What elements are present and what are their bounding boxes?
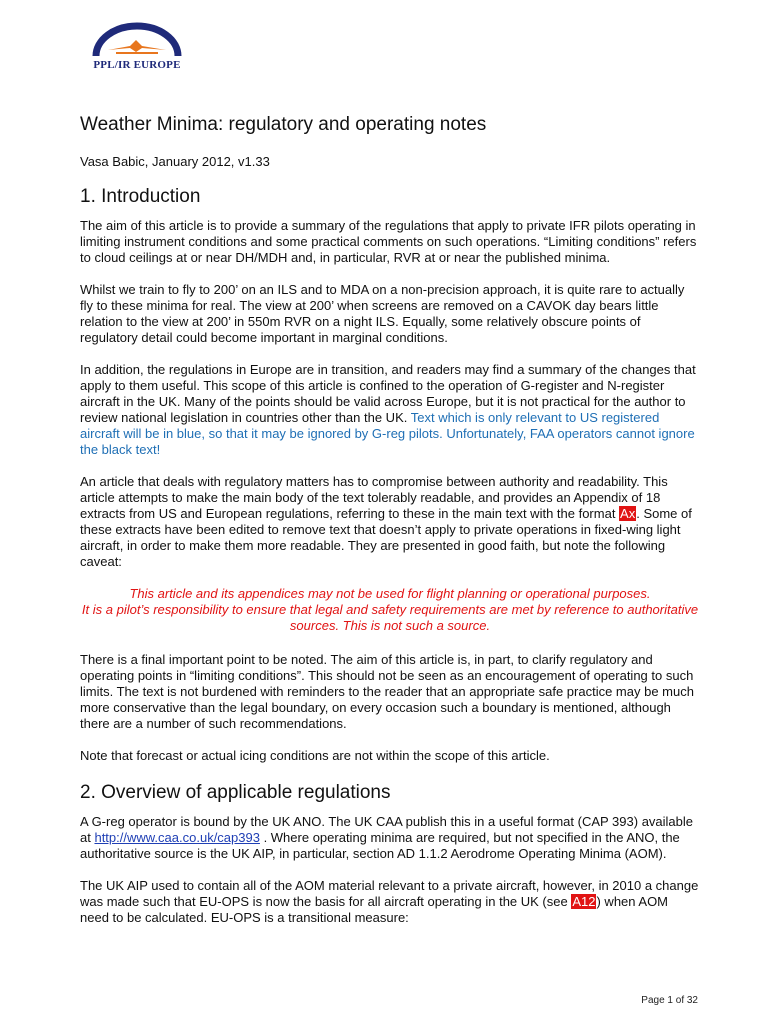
overview-paragraph-2 xyxy=(80,878,700,926)
caveat-notice xyxy=(80,586,700,634)
ppl-ir-europe-logo xyxy=(78,20,196,76)
section-1-heading: 1. Introduction xyxy=(80,186,201,207)
intro-paragraph-6: Note that forecast or actual icing conditions are not within the scope of this article. xyxy=(80,748,550,763)
overview-paragraph-1 xyxy=(80,814,700,862)
document-title: Weather Minima: regulatory and operating notes xyxy=(80,114,487,135)
intro-paragraph-4-text-a: An article that deals with regulatory matters has to compromise between authority and readability. This article attempts to make the main body of the text tolerably readable, and provides an Appendix of 18 extracts from US and European regulations, referring to these in the main text with the format xyxy=(80,474,668,521)
us-only-note: Text which is only relevant to US registered aircraft will be in blue, so that it may be ignored by G-reg pilots. Unfortunately, FAA operators cannot ignore the black text! xyxy=(80,410,695,457)
logo-emblem-icon xyxy=(78,20,196,60)
caveat-line-1: This article and its appendices may not be used for flight planning or operational purposes. xyxy=(129,586,651,601)
page-number: Page 1 of 32 xyxy=(641,995,698,1006)
overview-paragraph-2-text-a: The UK AIP used to contain all of the AOM material relevant to a private aircraft, however, in 2010 a change was made such that EU-OPS is now the basis for all aircraft operating in the UK (see xyxy=(80,878,699,909)
intro-paragraph-2: Whilst we train to fly to 200’ on an ILS and to MDA on a non-precision approach, it is quite rare to actually fly to these minima for real. The view at 200’ when screens are removed on a CAVOK day bears little relation to the view at 200’ in 550m RVR on a night ILS. Equally, some relatively obscure points of regulatory detail could become important in marginal conditions. xyxy=(80,282,685,345)
caveat-line-2: It is a pilot’s responsibility to ensure that legal and safety requirements are met by reference to authoritative sources. This is not such a source. xyxy=(81,602,699,633)
cap393-link[interactable]: http://www.caa.co.uk/cap393 xyxy=(94,830,260,845)
intro-paragraph-3-text: In addition, the regulations in Europe are in transition, and readers may find a summary of the changes that apply to them useful. This scope of this article is confined to the operation of G-register and N-register aircraft in the UK. Many of the points should be valid across Europe, but it is not practical for the author to review national legislation in countries other than the UK. xyxy=(80,362,696,425)
appendix-ref-tag[interactable]: Ax xyxy=(620,506,636,521)
intro-paragraph-3 xyxy=(80,362,700,458)
overview-paragraph-1-text-b: . Where operating minima are required, but not specified in the ANO, the authoritative source is the UK AIP, in particular, section AD 1.1.2 Aerodrome Operating Minima (AOM). xyxy=(80,830,680,861)
overview-paragraph-2-text-b: ) when AOM need to be calculated. EU-OPS is a transitional measure: xyxy=(80,894,669,925)
section-2-heading: 2. Overview of applicable regulations xyxy=(80,782,391,803)
intro-paragraph-4-text-b: . Some of these extracts have been edited to remove text that doesn’t apply to private operations in fixed-wing light aircraft, in order to make them more readable. They are presented in good faith, but note the following caveat: xyxy=(80,506,692,569)
intro-paragraph-1: The aim of this article is to provide a summary of the regulations that apply to private IFR pilots operating in limiting instrument conditions and some practical comments on such operations. “Limiting conditions” refers to cloud ceilings at or near DH/MDH and, in particular, RVR at or near the published minima. xyxy=(80,218,697,265)
document-byline: Vasa Babic, January 2012, v1.33 xyxy=(80,154,270,169)
overview-paragraph-1-text-a: A G-reg operator is bound by the UK ANO. The UK CAA publish this in a useful format (CAP 393) available at xyxy=(80,814,694,845)
document-body xyxy=(80,112,700,942)
intro-paragraph-5: There is a final important point to be noted. The aim of this article is, in part, to clarify regulatory and operating points in “limiting conditions”. This should not be seen as an encouragement of operating to such limits. The text is not burdened with reminders to the reader that an appropriate safe practice may be much more conservative than the legal boundary, on every occasion such a boundary is mentioned, although there are a number of such recommendations. xyxy=(80,652,694,731)
logo-text: PPL/IR EUROPE xyxy=(93,59,181,71)
appendix-ref-tag[interactable]: A12 xyxy=(572,894,596,909)
intro-paragraph-4 xyxy=(80,474,700,570)
